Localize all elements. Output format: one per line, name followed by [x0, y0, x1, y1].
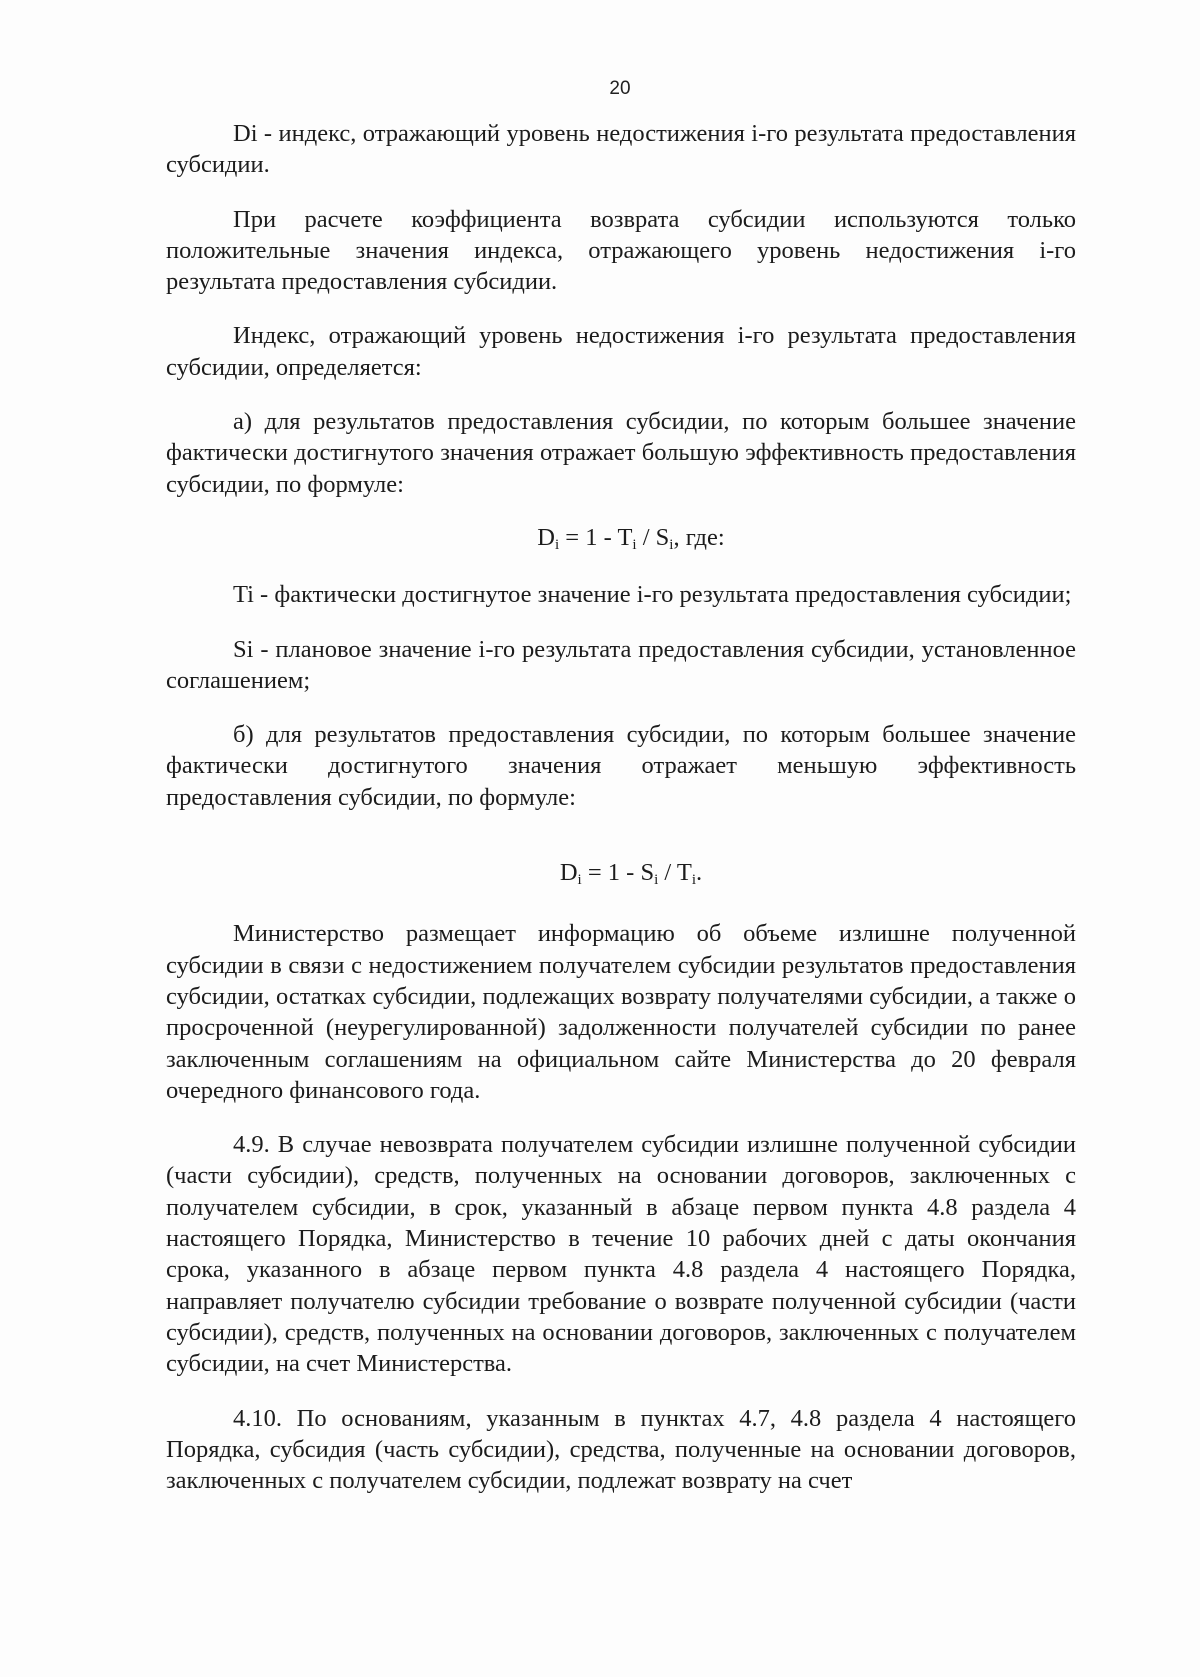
formula-a-t: T — [617, 523, 633, 551]
paragraph-case-a: а) для результатов предоставления субсидии, по которым большее значение фактически достигнутого значения отражает большую эффективность предоставления субсидии, по формуле: — [166, 408, 1076, 498]
formula-b — [166, 857, 1076, 888]
formula-a — [166, 522, 1076, 553]
formula-a-s: S — [655, 523, 670, 551]
paragraph-si-definition: Si - плановое значение i-го результата предоставления субсидии, установленное соглашением; — [166, 635, 1076, 694]
formula-a-t-sub: i — [632, 536, 637, 553]
formula-a-div: / — [636, 523, 656, 551]
paragraph-di-definition: Di - индекс, отражающий уровень недостижения i-го результата предоставления субсидии. — [166, 120, 1076, 179]
paragraph-4-9: 4.9. В случае невозврата получателем субсидии излишне полученной субсидии (части субсидии), средств, полученных на основании договоров, заключенных с получателем субсидии, в срок, указанный в абзаце первом пункта 4.8 раздела 4 настоящего Порядка, Министерство в течение 10 рабочих дней с даты окончания срока, указанного в абзаце первом пункта 4.8 раздела 4 настоящего Порядка, направляет получателю субсидии требование о возврате полученной субсидии (части субсидии), средств, полученных на основании договоров, заключенных с получателем субсидии, на счет Министерства. — [166, 1131, 1076, 1378]
formula-b-div: / — [658, 859, 677, 887]
paragraph-positive-values: При расчете коэффициента возврата субсидии используются только положительные значения индекса, отражающего уровень недостижения i-го результата предоставления субсидии. — [166, 205, 1076, 296]
formula-a-eq: = 1 - — [559, 523, 618, 551]
formula-b-d-sub: i — [577, 872, 582, 889]
formula-b-s-sub: i — [654, 872, 659, 889]
formula-a-tail: , где: — [673, 523, 725, 551]
paragraph-case-b: б) для результатов предоставления субсидии, по которым большее значение фактически достигнутого значения отражает меньшую эффективность предоставления субсидии, по формуле: — [166, 721, 1076, 811]
paragraph-index-definition: Индекс, отражающий уровень недостижения i-го результата предоставления субсидии, определяется: — [166, 322, 1076, 381]
formula-a-s-sub: i — [669, 536, 674, 553]
page-number: 20 — [609, 78, 631, 99]
paragraph-ministry-info: Министерство размещает информацию об объеме излишне полученной субсидии в связи с недостижением получателем субсидии результатов предоставления субсидии, остатках субсидии, подлежащих возврату получателями субсидии, а также о просроченной (неурегулированной) задолженности получателей субсидии по ранее заключенным соглашениям на официальном сайте Министерства до 20 февраля очередного финансового года. — [166, 920, 1076, 1104]
formula-b-t: T — [676, 859, 692, 887]
formula-a-d-sub: i — [554, 536, 560, 553]
document-body — [166, 118, 1076, 1496]
formula-b-s: S — [640, 859, 655, 887]
formula-a-d: D — [537, 523, 555, 551]
paragraph-4-10: 4.10. По основаниям, указанным в пунктах 4.7, 4.8 раздела 4 настоящего Порядка, субсидия (часть субсидии), средства, полученные на основании договоров, заключенных с получателем субсидии, подлежат возврату на счет — [166, 1404, 1076, 1495]
formula-b-t-sub: i — [691, 872, 697, 889]
formula-b-eq: = 1 - — [581, 859, 641, 887]
formula-b-tail: . — [696, 859, 703, 887]
formula-b-d: D — [559, 859, 578, 887]
paragraph-ti-definition: Ti - фактически достигнутое значение i-го результата предоставления субсидии; — [233, 581, 1072, 609]
